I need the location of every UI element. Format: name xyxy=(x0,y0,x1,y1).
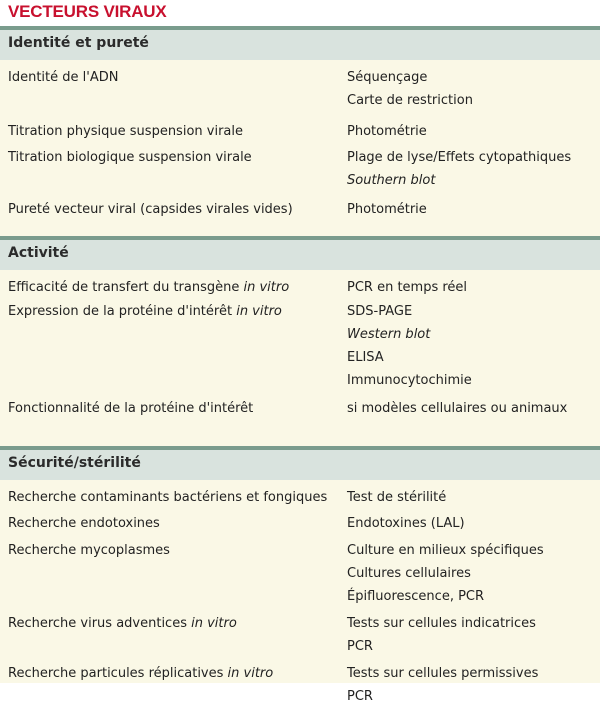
section-header: Identité et pureté xyxy=(0,26,600,60)
table-row xyxy=(0,146,600,198)
row-label: Expression de la protéine d'intérêt in vitro xyxy=(8,304,282,319)
row-label: Efficacité de transfert du transgène in vitro xyxy=(8,280,290,295)
table-row xyxy=(0,612,600,662)
section-header: Sécurité/stérilité xyxy=(0,446,600,480)
row-label: Pureté vecteur viral (capsides virales vides) xyxy=(8,202,293,217)
table-row xyxy=(0,662,600,710)
table-title: VECTEURS VIRAUX xyxy=(8,2,167,21)
row-methods: Tests sur cellules permissives PCR xyxy=(347,666,539,704)
row-label: Recherche particules réplicatives in vitro xyxy=(8,666,274,681)
row-methods: Endotoxines (LAL) xyxy=(347,516,465,531)
row-label: Fonctionnalité de la protéine d'intérêt xyxy=(8,401,254,416)
row-methods: Photométrie xyxy=(347,124,427,139)
row-methods: Plage de lyse/Effets cytopathiques Southern blot xyxy=(347,150,572,188)
row-methods: si modèles cellulaires ou animaux xyxy=(347,401,568,416)
table-row xyxy=(0,300,600,397)
section-header: Activité xyxy=(0,236,600,270)
row-methods: Culture en milieux spécifiques Cultures cellulaires Épifluorescence, PCR xyxy=(347,543,544,604)
section-safety-sterility xyxy=(0,446,600,710)
row-label: Titration biologique suspension virale xyxy=(8,150,252,165)
row-methods: Photométrie xyxy=(347,202,427,217)
section-identity-purity xyxy=(0,26,600,236)
quality-control-table xyxy=(0,26,600,704)
row-methods: PCR en temps réel xyxy=(347,280,468,295)
row-label: Recherche virus adventices in vitro xyxy=(8,616,237,631)
table-row xyxy=(0,397,600,427)
row-label: Recherche mycoplasmes xyxy=(8,543,170,558)
row-label: Identité de l'ADN xyxy=(8,70,119,85)
row-methods: SDS-PAGE Western blot ELISA Immunocytochimie xyxy=(347,304,472,388)
table-row xyxy=(0,120,600,146)
table-row xyxy=(0,66,600,120)
table-row xyxy=(0,512,600,539)
row-methods: Séquençage Carte de restriction xyxy=(347,70,473,108)
row-label: Recherche contaminants bactériens et fongiques xyxy=(8,490,328,505)
row-methods: Test de stérilité xyxy=(347,490,447,505)
section-activity xyxy=(0,236,600,446)
table-row xyxy=(0,539,600,612)
table-row xyxy=(0,486,600,512)
row-label: Recherche endotoxines xyxy=(8,516,160,531)
row-methods: Tests sur cellules indicatrices PCR xyxy=(347,616,536,654)
table-row xyxy=(0,198,600,226)
table-row xyxy=(0,276,600,300)
row-label: Titration physique suspension virale xyxy=(8,124,243,139)
